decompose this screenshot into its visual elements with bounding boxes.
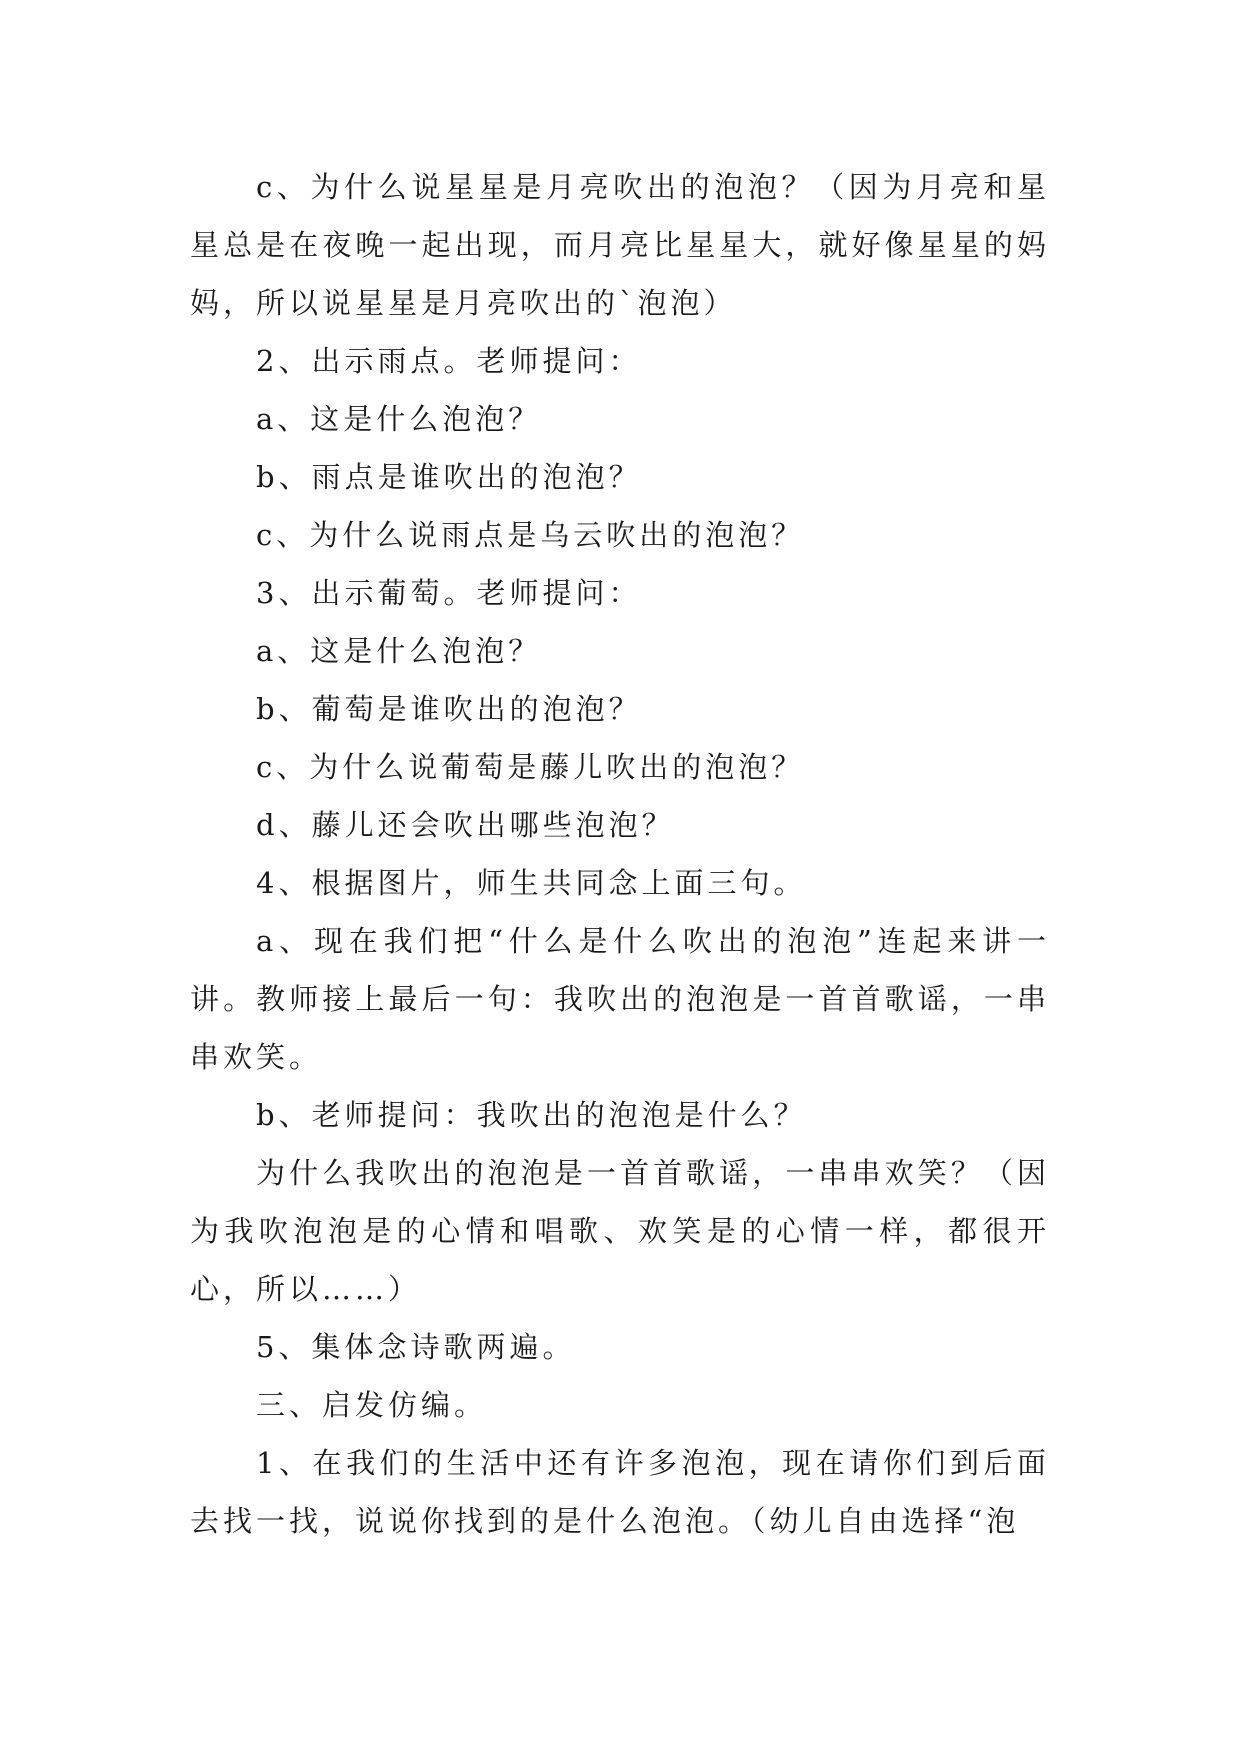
section-heading-three: 三、启发仿编。 (256, 1388, 488, 1422)
paragraph-recite-a: a、现在我们把“什么是什么吹出的泡泡”连起来讲一讲。教师接上最后一句：我吹出的泡泡是一首首歌谣，一串串欢笑。 (190, 924, 1050, 1074)
paragraph-step-4-recite: 4、根据图片，师生共同念上面三句。 (256, 866, 807, 900)
paragraph-recite-b: b、老师提问：我吹出的泡泡是什么？ (256, 1098, 807, 1132)
document-body (190, 158, 1050, 1550)
paragraph-grape-question-a: a、这是什么泡泡？ (256, 634, 542, 668)
paragraph-grape-question-b: b、葡萄是谁吹出的泡泡？ (256, 692, 642, 726)
paragraph-raindrop-question-b: b、雨点是谁吹出的泡泡？ (256, 460, 642, 494)
paragraph-grape-question-c: c、为什么说葡萄是藤儿吹出的泡泡？ (256, 750, 805, 784)
paragraph-star-question-c: c、为什么说星星是月亮吹出的泡泡？（因为月亮和星星总是在夜晚一起出现，而月亮比星星大，就好像星星的妈妈，所以说星星是月亮吹出的`泡泡） (190, 170, 1050, 320)
paragraph-section-three-step-1: 1、在我们的生活中还有许多泡泡，现在请你们到后面去找一找，说说你找到的是什么泡泡。（幼儿自由选择“泡 (190, 1446, 1050, 1538)
paragraph-step-2-raindrop: 2、出示雨点。老师提问： (256, 344, 642, 378)
paragraph-recite-explanation: 为什么我吹出的泡泡是一首首歌谣，一串串欢笑？（因为我吹泡泡是的心情和唱歌、欢笑是的心情一样，都很开心，所以……） (190, 1156, 1050, 1306)
paragraph-step-5-poem: 5、集体念诗歌两遍。 (256, 1330, 576, 1364)
paragraph-step-3-grape: 3、出示葡萄。老师提问： (256, 576, 642, 610)
paragraph-raindrop-question-c: c、为什么说雨点是乌云吹出的泡泡？ (256, 518, 805, 552)
paragraph-raindrop-question-a: a、这是什么泡泡？ (256, 402, 542, 436)
paragraph-grape-question-d: d、藤儿还会吹出哪些泡泡？ (256, 808, 675, 842)
